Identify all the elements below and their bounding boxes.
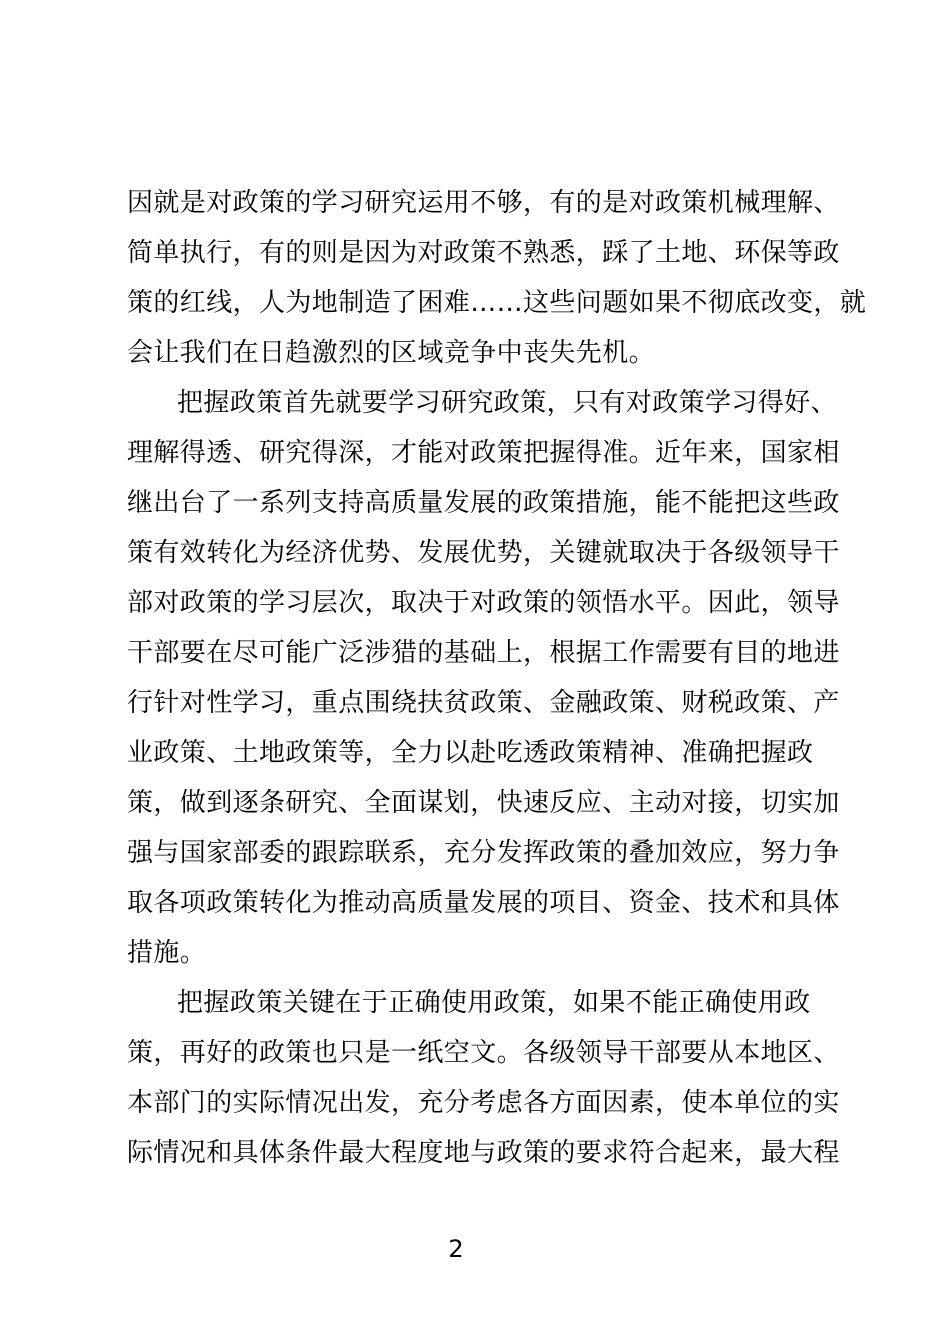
text-line: 际情况和具体条件最大程度地与政策的要求符合起来，最大程 [127, 1138, 840, 1168]
text-line: 策的红线，人为地制造了困难……这些问题如果不彻底改变，就 [127, 288, 867, 318]
text-line: 理解得透、研究得深，才能对政策把握得准。近年来，国家相 [127, 438, 840, 468]
text-line: 简单执行，有的则是因为对政策不熟悉，踩了土地、环保等政 [127, 238, 840, 268]
text-line: 策，再好的政策也只是一纸空文。各级领导干部要从本地区、 [127, 1038, 840, 1068]
text-line: 因就是对政策的学习研究运用不够，有的是对政策机械理解、 [127, 188, 840, 218]
text-line: 本部门的实际情况出发，充分考虑各方面因素，使本单位的实 [127, 1088, 840, 1118]
text-line: 策，做到逐条研究、全面谋划，快速反应、主动对接，切实加 [127, 788, 840, 818]
text-line: 把握政策首先就要学习研究政策，只有对政策学习得好、 [177, 388, 838, 418]
page-number: 2 [448, 1235, 464, 1263]
text-line: 把握政策关键在于正确使用政策，如果不能正确使用政 [177, 988, 811, 1018]
text-line: 干部要在尽可能广泛涉猎的基础上，根据工作需要有目的地进 [127, 638, 840, 668]
text-line: 继出台了一系列支持高质量发展的政策措施，能不能把这些政 [127, 488, 840, 518]
text-line: 会让我们在日趋激烈的区域竞争中丧失先机。 [127, 338, 656, 368]
text-line: 部对政策的学习层次，取决于对政策的领悟水平。因此，领导 [127, 588, 840, 618]
text-line: 强与国家部委的跟踪联系，充分发挥政策的叠加效应，努力争 [127, 838, 840, 868]
text-line: 业政策、土地政策等，全力以赴吃透政策精神、准确把握政 [127, 738, 814, 768]
text-line: 取各项政策转化为推动高质量发展的项目、资金、技术和具体 [127, 888, 840, 918]
text-line: 行针对性学习，重点围绕扶贫政策、金融政策、财税政策、产 [127, 688, 840, 718]
text-line: 措施。 [127, 938, 207, 968]
text-line: 策有效转化为经济优势、发展优势，关键就取决于各级领导干 [127, 538, 840, 568]
